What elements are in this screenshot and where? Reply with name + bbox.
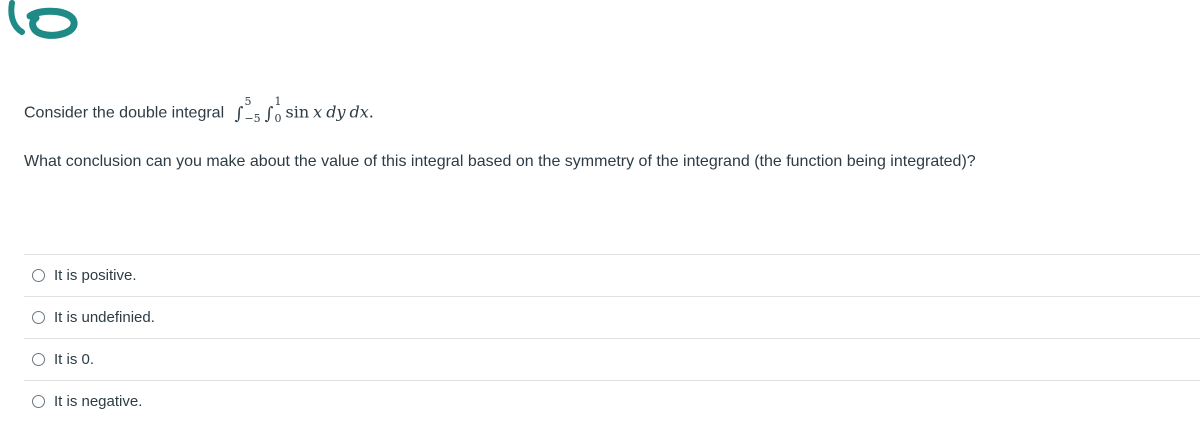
radio-button-icon[interactable] — [32, 311, 45, 324]
answer-label: It is undefinied. — [54, 308, 155, 326]
inner-lower-limit: 0 — [274, 112, 282, 125]
radio-button-icon[interactable] — [32, 269, 45, 282]
answer-list — [24, 254, 1200, 422]
answer-label: It is negative. — [54, 392, 143, 410]
outer-lower-limit: −5 — [244, 112, 261, 125]
integral-expression — [234, 95, 374, 125]
integrand-function: sin — [285, 102, 310, 122]
answer-label: It is positive. — [54, 266, 137, 284]
answer-option-undefined[interactable] — [24, 296, 1200, 338]
differential-dy: dy — [326, 102, 346, 122]
logo-icon — [2, 0, 88, 46]
outer-upper-limit: 5 — [244, 95, 252, 108]
question-text — [24, 95, 374, 125]
question-intro: Consider the double integral — [24, 104, 225, 122]
end-punctuation: . — [368, 102, 374, 122]
differential-dx: dx — [349, 102, 369, 122]
answer-label: It is 0. — [54, 350, 95, 368]
inner-integral-limits — [274, 95, 282, 125]
answer-option-positive[interactable] — [24, 254, 1200, 296]
inner-upper-limit: 1 — [274, 95, 282, 108]
answer-option-negative[interactable] — [24, 380, 1200, 422]
radio-button-icon[interactable] — [32, 353, 45, 366]
radio-button-icon[interactable] — [32, 395, 45, 408]
outer-integral-sign-icon: ∫ — [234, 103, 244, 124]
answer-option-zero[interactable] — [24, 338, 1200, 380]
integrand-variable: x — [313, 102, 323, 122]
outer-integral-limits — [244, 95, 261, 125]
inner-integral-sign-icon: ∫ — [264, 103, 274, 124]
question-prompt: What conclusion can you make about the value of this integral based on the symmetry of the integrand (the function being integrated)? — [24, 153, 976, 170]
